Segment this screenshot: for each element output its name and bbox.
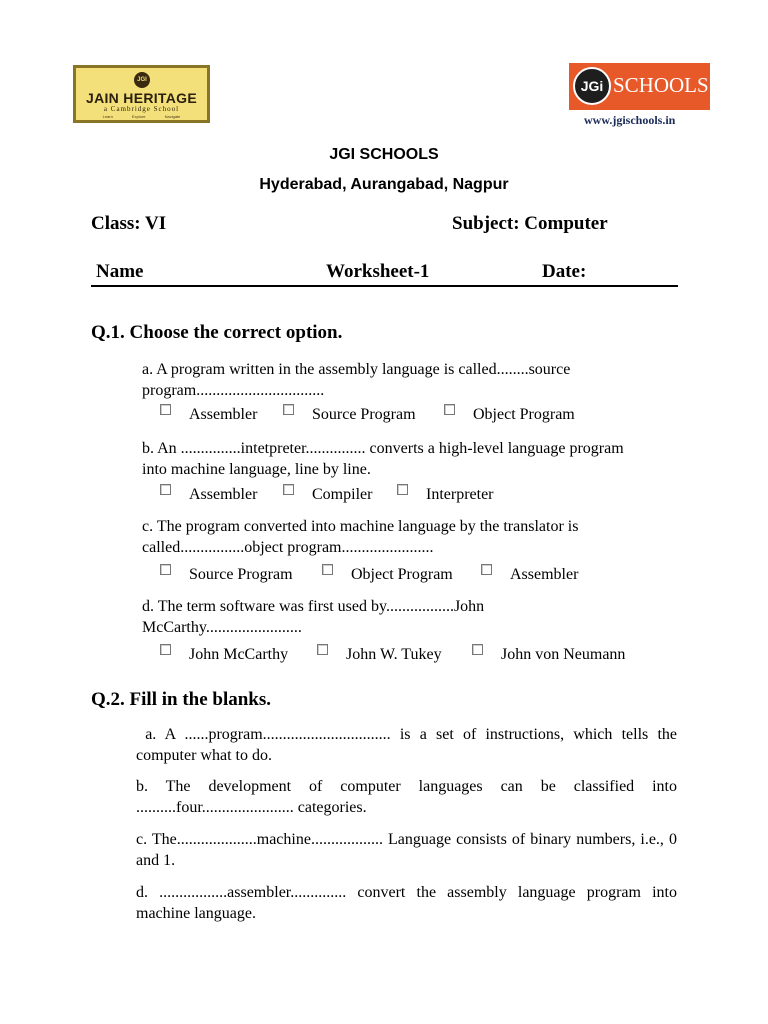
q1-title: Q.1. Choose the correct option. [91,322,343,343]
q1c-question [142,516,578,558]
logo-left-name: JAIN HERITAGE [86,90,197,106]
logo-left-tagline: a Cambridge School [103,105,180,113]
q1c-option2-label: Object Program [351,566,453,583]
q1c-line1: c. The program converted into machine language by the translator is [142,518,579,535]
q1d-option3-checkbox[interactable] [472,644,483,655]
q2c-text: c. The....................machine.................. Language consists of binary numbers, i.e., 0 and 1. [136,831,677,869]
q1b-line2: into machine language, line by line. [142,461,371,478]
q1d-line2: McCarthy........................ [142,619,302,636]
school-locations: Hyderabad, Aurangabad, Nagpur [259,176,509,193]
q1d-line1: d. The term software was first used by.................John [142,598,485,615]
q1c-line2: called................object program....................... [142,539,434,556]
q1d-option2-label: John W. Tukey [346,646,442,663]
q1b-option2-label: Compiler [312,486,373,503]
q1c-option3-checkbox[interactable] [481,564,492,575]
jain-heritage-logo [73,65,210,123]
q1b-option3-checkbox[interactable] [397,484,408,495]
date-label: Date: [542,261,587,282]
q1b-option2-checkbox[interactable] [283,484,294,495]
q2-title: Q.2. Fill in the blanks. [91,689,272,710]
q1a-option1-checkbox[interactable] [160,404,171,415]
jgi-emblem-icon: JGI [134,72,150,88]
logo-left-motto: Learn Explore Navigate [102,114,181,119]
q1a-option1-label: Assembler [189,406,258,423]
logo-right-brand: SCHOOLS [613,73,709,97]
q1a-line2: program................................ [142,382,325,399]
q1a-option2-checkbox[interactable] [283,404,294,415]
q1c-option1-checkbox[interactable] [160,564,171,575]
school-title: JGI SCHOOLS [329,146,439,163]
q1b-question [142,438,624,480]
q1d-question [142,596,484,638]
subject-label: Subject: Computer [452,213,608,234]
q1b-line1: b. An ...............intetpreter............... converts a high-level language program [142,440,624,457]
jgi-schools-logo [569,63,710,128]
q2b-text: b. The development of computer languages can be classified into ..........four....................... categories. [136,778,677,816]
q1a-option2-label: Source Program [312,406,416,423]
q1d-option3-label: John von Neumann [501,646,626,663]
header-divider [91,285,678,287]
q1b-option1-label: Assembler [189,486,258,503]
q1a-line1: a. A program written in the assembly language is called........source [142,361,571,378]
q1b-option1-checkbox[interactable] [160,484,171,495]
q1c-option1-label: Source Program [189,566,293,583]
q1a-question [142,359,570,401]
q1d-option1-label: John McCarthy [189,646,289,663]
q2a-text: a. A ......program................................ is a set of instructions, which tells the computer what to do. [136,726,681,764]
class-label: Class: VI [91,213,167,234]
name-label: Name [96,261,144,282]
q1a-option3-label: Object Program [473,406,575,423]
q1c-option2-checkbox[interactable] [322,564,333,575]
q1d-option1-checkbox[interactable] [160,644,171,655]
jgi-circle-icon: JGi [573,67,611,105]
q1c-option3-label: Assembler [510,566,579,583]
q1b-option3-label: Interpreter [426,486,494,503]
q1a-option3-checkbox[interactable] [444,404,455,415]
logo-right-url: www.jgischools.in [584,113,676,127]
worksheet-label: Worksheet-1 [326,261,430,282]
q2d-text: d. .................assembler.............. convert the assembly language program into machine language. [136,884,677,922]
q1d-option2-checkbox[interactable] [317,644,328,655]
